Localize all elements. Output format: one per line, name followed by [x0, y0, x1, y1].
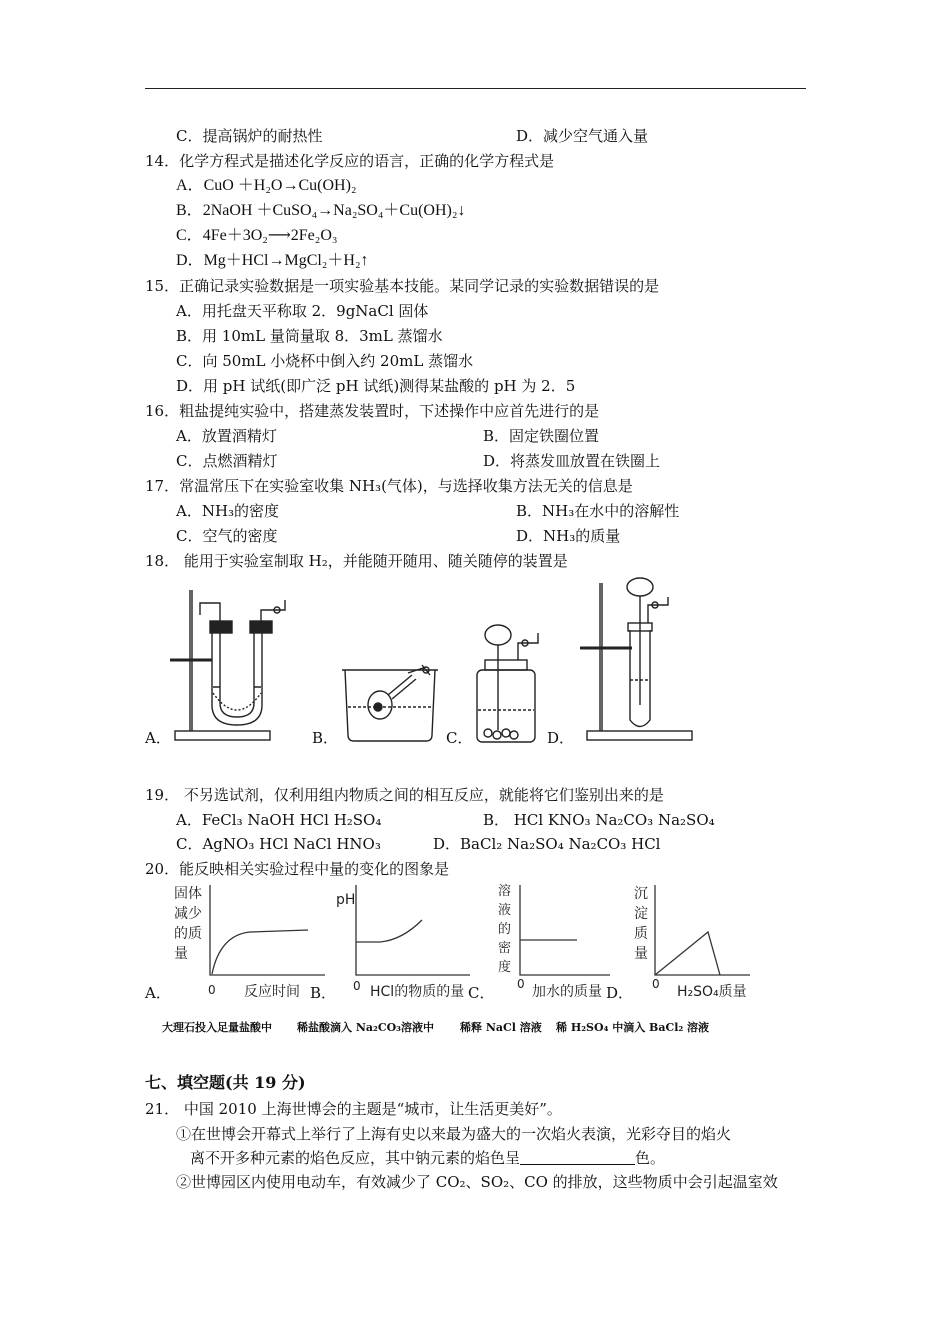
q14-option-d: D．Mg＋HCl→MgCl₂＋H₂↑ — [176, 252, 369, 269]
q18-label-c: C． — [446, 729, 473, 747]
q17-option-b: B．NH₃在水中的溶解性 — [516, 502, 680, 520]
graph-d-origin: 0 — [652, 977, 660, 991]
q20-label-b: B． — [310, 984, 337, 1002]
graph-d — [655, 885, 750, 975]
graph-a — [210, 885, 325, 975]
q16-option-d: D．将蒸发皿放置在铁圈上 — [483, 452, 661, 470]
q18-apparatus-figure — [140, 575, 820, 755]
q13-option-c: C．提高锅炉的耐热性 — [176, 127, 323, 145]
q21-part2-line1: ②世博园区内使用电动车，有效减少了 CO₂、SO₂、CO 的排放，这些物质中会引起温室效 — [176, 1173, 778, 1191]
graph-b-ylabel: pH — [336, 892, 356, 908]
q16-option-c: C．点燃酒精灯 — [176, 452, 278, 470]
q20-caption-d: 稀 H₂SO₄ 中滴入 BaCl₂ 溶液 — [556, 1021, 710, 1034]
graph-c — [520, 885, 610, 975]
q19-option-c: C．AgNO₃ HCl NaCl HNO₃ — [176, 835, 381, 853]
q17-stem: 17．常温常压下在实验室收集 NH₃(气体)，与选择收集方法无关的信息是 — [145, 477, 633, 495]
apparatus-d-test-tube-stand — [580, 578, 692, 740]
q17-option-a: A．NH₃的密度 — [176, 502, 280, 520]
q14-option-b: B．2NaOH ＋CuSO₄→Na₂SO₄＋Cu(OH)₂↓ — [176, 202, 466, 219]
apparatus-b-flask-in-beaker — [342, 665, 438, 741]
q17-option-c: C．空气的密度 — [176, 527, 278, 545]
q15-option-d: D．用 pH 试纸(即广泛 pH 试纸)测得某盐酸的 pH 为 2．5 — [176, 377, 576, 395]
graph-c-ylabel-1: 溶 — [498, 884, 512, 899]
graph-a-ylabel-3: 的质 — [174, 926, 202, 942]
q19-option-a: A．FeCl₃ NaOH HCl H₂SO₄ — [176, 811, 382, 829]
q17-option-d: D．NH₃的质量 — [516, 527, 621, 545]
graph-d-ylabel-4: 量 — [634, 946, 648, 962]
graph-a-xlabel: 反应时间 — [244, 984, 300, 1000]
graph-c-ylabel-4: 密 — [498, 941, 512, 956]
header-rule — [145, 88, 806, 89]
graph-d-ylabel-2: 淀 — [634, 906, 648, 922]
graph-c-ylabel-5: 度 — [498, 960, 512, 975]
q16-option-a: A．放置酒精灯 — [176, 427, 277, 445]
q15-option-b: B．用 10mL 量筒量取 8．3mL 蒸馏水 — [176, 327, 443, 345]
graph-b-xlabel: HCl的物质的量 — [370, 984, 465, 1000]
q15-stem: 15．正确记录实验数据是一项实验基本技能。某同学记录的实验数据错误的是 — [145, 277, 660, 295]
q20-label-a: A． — [145, 984, 171, 1002]
graph-a-curve — [212, 930, 308, 974]
graph-b-curve — [356, 920, 422, 942]
graph-d-ylabel-3: 质 — [634, 926, 648, 942]
graph-c-origin: 0 — [517, 977, 525, 991]
section-7-title: 七、填空题(共 19 分) — [145, 1073, 306, 1092]
graph-d-line — [655, 932, 720, 975]
q21-stem: 21． 中国 2010 上海世博会的主题是“城市，让生活更美好”。 — [145, 1100, 562, 1118]
q21-part1-line1: ①在世博会开幕式上举行了上海有史以来最为盛大的一次焰火表演，光彩夺目的焰火 — [176, 1125, 732, 1143]
q20-caption-c: 稀释 NaCl 溶液 — [460, 1021, 542, 1034]
q19-option-d: D．BaCl₂ Na₂SO₄ Na₂CO₃ HCl — [433, 835, 661, 853]
q20-caption-a: 大理石投入足量盐酸中 — [162, 1021, 272, 1034]
answer-blank[interactable] — [520, 1150, 635, 1165]
graph-b-origin: 0 — [353, 979, 361, 993]
q19-option-b: B． HCl KNO₃ Na₂CO₃ Na₂SO₄ — [483, 811, 715, 829]
q18-label-b: B． — [312, 729, 339, 747]
q21-part1-line2: 离不开多种元素的焰色反应，其中钠元素的焰色呈 色。 — [190, 1149, 666, 1167]
q16-stem: 16．粗盐提纯实验中，搭建蒸发装置时，下述操作中应首先进行的是 — [145, 402, 600, 420]
q20-label-d: D． — [606, 984, 634, 1002]
q14-stem: 14．化学方程式是描述化学反应的语言，正确的化学方程式是 — [145, 152, 555, 170]
q18-label-a: A． — [145, 729, 171, 747]
graph-a-ylabel-4: 量 — [174, 946, 188, 962]
q18-label-d: D． — [547, 729, 575, 747]
q20-label-c: C． — [468, 984, 495, 1002]
q20-caption-b: 稀盐酸滴入 Na₂CO₃溶液中 — [297, 1021, 434, 1034]
q16-option-b: B．固定铁圈位置 — [483, 427, 600, 445]
q15-option-c: C．向 50mL 小烧杯中倒入约 20mL 蒸馏水 — [176, 352, 474, 370]
q15-option-a: A．用托盘天平称取 2．9gNaCl 固体 — [176, 302, 429, 320]
graph-b — [356, 885, 470, 975]
q13-option-d: D．减少空气通入量 — [516, 127, 649, 145]
apparatus-c-bottle-funnel — [477, 625, 538, 742]
q20-stem: 20．能反映相关实验过程中量的变化的图象是 — [145, 860, 450, 878]
graph-c-ylabel-2: 液 — [498, 903, 512, 918]
apparatus-a-u-tube — [170, 590, 285, 740]
graph-a-origin: 0 — [208, 983, 216, 997]
graph-d-xlabel: H₂SO₄质量 — [677, 984, 747, 1000]
q18-stem: 18． 能用于实验室制取 H₂，并能随开随用、随关随停的装置是 — [145, 552, 568, 570]
graph-a-ylabel-1: 固体 — [174, 886, 202, 902]
q14-option-c: C．4Fe＋3O₂⟶2Fe₂O₃ — [176, 227, 338, 244]
graph-a-ylabel-2: 减少 — [174, 906, 202, 922]
graph-d-ylabel-1: 沉 — [634, 886, 648, 902]
q14-option-a: A．CuO ＋H₂O→Cu(OH)₂ — [176, 177, 357, 194]
graph-c-ylabel-3: 的 — [498, 922, 512, 937]
q19-stem: 19． 不另选试剂，仅利用组内物质之间的相互反应，就能将它们鉴别出来的是 — [145, 786, 664, 804]
graph-c-xlabel: 加水的质量 — [532, 984, 602, 1000]
